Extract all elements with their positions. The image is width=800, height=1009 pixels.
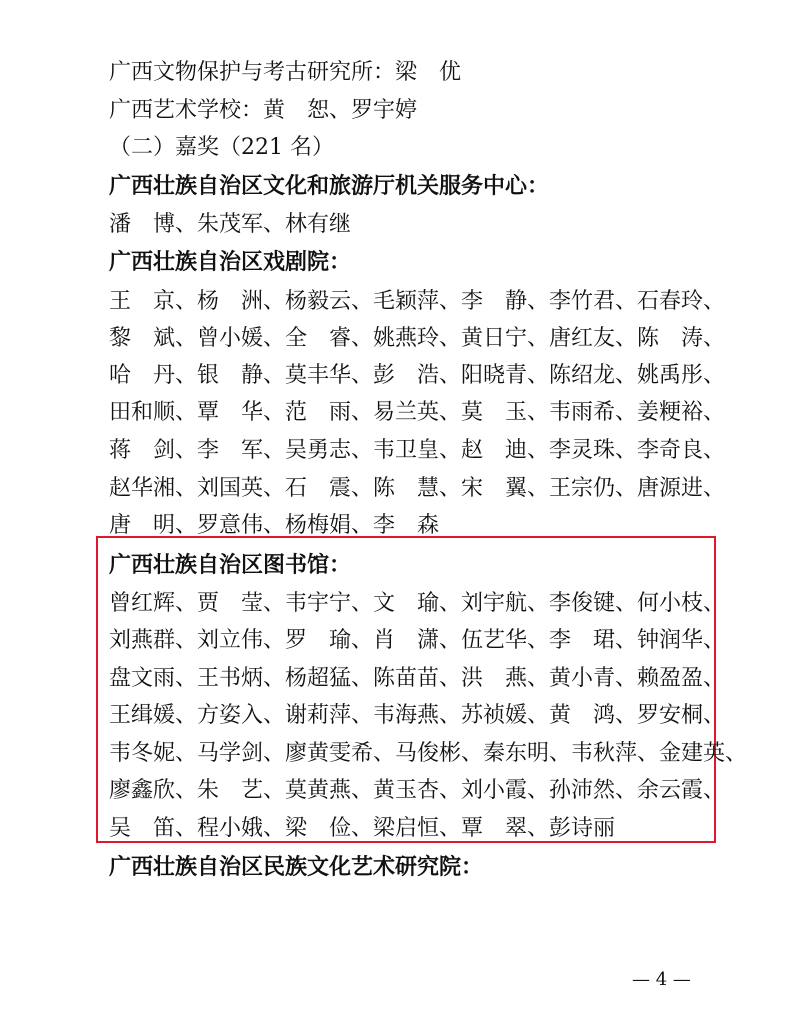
name-line: 王 京、杨 洲、杨毅云、毛颖萍、李 静、李竹君、石春玲、 <box>109 289 726 314</box>
name-line: 曾红辉、贾 莹、韦宇宁、文 瑜、刘宇航、李俊键、何小枝、 <box>109 591 726 616</box>
name-line: 刘燕群、刘立伟、罗 瑜、肖 潇、伍艺华、李 珺、钟润华、 <box>109 628 726 653</box>
name-line: 哈 丹、银 静、莫丰华、彭 浩、阳晓青、陈绍龙、姚禹彤、 <box>109 363 726 388</box>
unit-line-archaeology-institute: 广西文物保护与考古研究所：梁 优 <box>109 60 462 85</box>
section-heading-commendation: （二）嘉奖（221 名） <box>109 135 334 160</box>
name-line: 韦冬妮、马学剑、廖黄雯希、马俊彬、秦东明、韦秋萍、金建英、 <box>109 741 748 766</box>
unit-heading-drama-theatre: 广西壮族自治区戏剧院： <box>109 249 352 275</box>
name-line: 田和顺、覃 华、范 雨、易兰英、莫 玉、韦雨希、姜粳裕、 <box>109 400 726 425</box>
name-line: 潘 博、朱茂军、林有继 <box>109 212 352 237</box>
name-line: 廖鑫欣、朱 艺、莫黄燕、黄玉杏、刘小霞、孙沛然、余云霞、 <box>109 778 726 803</box>
page-number: — 4 — <box>632 969 691 990</box>
unit-line-art-school: 广西艺术学校：黄 恕、罗宇婷 <box>109 98 418 123</box>
unit-heading-service-center: 广西壮族自治区文化和旅游厅机关服务中心： <box>109 173 550 199</box>
name-line: 吴 笛、程小娥、梁 俭、梁启恒、覃 翠、彭诗丽 <box>109 816 616 841</box>
name-line: 黎 斌、曾小媛、全 睿、姚燕玲、黄日宁、唐红友、陈 涛、 <box>109 326 726 351</box>
name-line: 王缉媛、方姿入、谢莉萍、韦海燕、苏祯媛、黄 鸿、罗安桐、 <box>109 703 726 728</box>
name-line: 唐 明、罗意伟、杨梅娟、李 森 <box>109 513 440 538</box>
name-line: 盘文雨、王书炳、杨超猛、陈苗苗、洪 燕、黄小青、赖盈盈、 <box>109 666 726 691</box>
unit-heading-ethnic-culture-institute: 广西壮族自治区民族文化艺术研究院： <box>109 854 484 880</box>
unit-heading-library: 广西壮族自治区图书馆： <box>109 552 352 578</box>
name-line: 蒋 剑、李 军、吴勇志、韦卫皇、赵 迪、李灵珠、李奇良、 <box>109 438 726 463</box>
name-line: 赵华湘、刘国英、石 震、陈 慧、宋 翼、王宗仍、唐源进、 <box>109 476 726 501</box>
